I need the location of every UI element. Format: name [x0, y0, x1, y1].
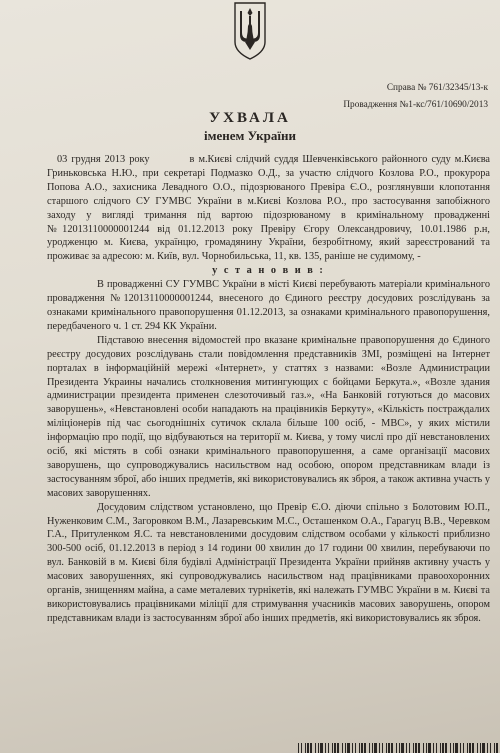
barcode-bar — [413, 743, 414, 753]
barcode-bar — [423, 743, 424, 753]
barcode-bar — [445, 743, 447, 753]
barcode-bar — [332, 743, 333, 753]
body-paragraph: В провадженні СУ ГУМВС України в місті Києві перебувають матеріали кримінального провадження №12013110000001244, внесеного до Єдиного реєстру досудових розслідувань за ознаками кримінального правопорушення 01.12.2013, за ознаками кримінального правопорушення, передбаченого ч. 1 ст. 294 КК України. — [47, 279, 490, 332]
barcode-bar — [347, 743, 350, 753]
document-body — [47, 153, 490, 626]
body-paragraph: Досудовим слідством установлено, що Превір Є.О. діючи спільно з Болотовим Ю.П., Нуженковим С.М., Загоровком В.М., Лазаревським М.С., Осташенком О.А., Гарагуц В.В., Черевком Г.А., Притуленком Я.С. та невстановленими досудовим слідством особами у кількості приблизно 300-500 осіб, 01.12.2013 в період з 14 години 00 хвилин до 17 години 00 хвилин, перебуваючи по вул. Банковій в м. Києві біля будівлі Адміністрації Президента України прийняв активну участь у масових заворушеннях, які супроводжувались насильством над працівниками правоохоронних органів, знищенням майна, а саме металевих турнікетів, які належать ГУМВС України в м. Києві та використовувались працівниками міліції для стримування учасників масових заворушень, опором представникам влади із застосуванням зброї або інших предметів, які використовувались як зброя. — [47, 501, 490, 624]
barcode-bar — [401, 743, 404, 753]
barcode-bar — [334, 743, 336, 753]
barcode-bar — [455, 743, 458, 753]
case-numbers — [343, 80, 488, 114]
barcode-bar — [467, 743, 468, 753]
barcode-bar — [325, 743, 326, 753]
barcode-bar — [494, 743, 495, 753]
barcode-bar — [320, 743, 323, 753]
barcode-bar — [415, 743, 417, 753]
barcode-bar — [305, 743, 306, 753]
barcode-bar — [315, 743, 316, 753]
barcode-bar — [487, 743, 488, 753]
document-date: 03 грудня 2013 року — [57, 154, 150, 165]
barcode-bar — [469, 743, 471, 753]
barcode-bar — [391, 743, 393, 753]
barcode-bar — [369, 743, 370, 753]
barcode-bar — [352, 743, 353, 753]
established-heading: у с т а н о в и в : — [212, 265, 325, 277]
barcode-bar — [364, 743, 366, 753]
barcode-bar — [406, 743, 407, 753]
barcode-bar — [372, 743, 373, 753]
barcode-bar — [396, 743, 397, 753]
intro-text: в м.Києві слідчий суддя Шевченківського районного суду м.Києва Гриньковська Н.Ю., при секретарі Подмазко О.Д., за участю слідчого Козлова Р.О., прокурора Попова А.О., захисника Левадного О.О., підозрюваного Превіра Є.О., розглянувши клопотання старшого слідчого СУ ГУМВС України в м.Києві Козлова Р.О., про застосування запобіжного заходу у вигляді тримання під вартою підозрюваному в кримінальному провадженні №12013110000001244 від 01.12.2013 року Превіру Єгору Олександровичу, 10.01.1986 р.н, уродженцю м. Києва, українцю, громадянину України, безробітному, який зареєстрований та проживає за адресою: м. Київ, вул. Чорнобильська, 11, кв. 135, раніше не судимому, - — [47, 154, 490, 263]
barcode-bar — [345, 743, 346, 753]
barcode-bar — [310, 743, 312, 753]
barcode-bar — [463, 743, 464, 753]
barcode-bar — [460, 743, 461, 753]
barcode-bar — [342, 743, 343, 753]
barcode-bar — [298, 743, 299, 753]
barcode-bar — [337, 743, 339, 753]
intro-paragraph — [47, 153, 490, 264]
barcode-bar — [418, 743, 420, 753]
barcode-bar — [399, 743, 400, 753]
body-paragraph: Підставою внесення відомостей про вказане кримінальне правопорушення до Єдиного реєстру досудових розслідувань стали повідомлення представників ЗМІ, розміщені на Інтернет порталах в інформаційній мережі «Інтернет», у статтях з назвами: «Возле Администрации Президента Украины начались столкновения митингующих с бойцами Беркута.», «Возле здания администрации президента применен слезоточивый газ.», «На Банковій готуються до масових заворушень», «Невстановлені особи нападають на працівників Беркуту», «Кількість постраждалих міліціонерів під час сьогоднішніх сутичок склала більше 100 осіб, - МВС», у яких містили інформацію про події, що відбуваються на території м. Києва, у тому числі про дії невстановлених осіб, які містять в собі ознаки кримінального правопорушення, а саме організації масових заворушень, що супроводжувались насильством над особою, опором представникам влади із застосуванням зброї, або інших предметів, які використовувались як зброя, а також активна участь у масових заворушеннях. — [47, 334, 490, 499]
document-title: УХВАЛА — [209, 110, 291, 126]
barcode-bar — [374, 743, 377, 753]
barcode-bar — [388, 743, 390, 753]
barcode-bar — [480, 743, 481, 753]
barcode-bar — [472, 743, 474, 753]
barcode-bar — [409, 743, 410, 753]
barcode-bar — [433, 743, 434, 753]
barcode-bar — [382, 743, 383, 753]
barcode-bar — [490, 743, 491, 753]
barcode-bar — [355, 743, 356, 753]
barcode-bar — [307, 743, 309, 753]
barcode-bar — [450, 743, 451, 753]
case-number: Справа № 761/32345/13-к — [386, 83, 488, 93]
barcode-bar — [428, 743, 431, 753]
barcode-bar — [386, 743, 387, 753]
barcode-bar — [436, 743, 437, 753]
barcode-bar — [361, 743, 363, 753]
document-subtitle: іменем України — [204, 128, 296, 143]
barcode-bar — [496, 743, 498, 753]
barcode-bar — [379, 743, 380, 753]
barcode-bar — [426, 743, 427, 753]
barcode-bar — [359, 743, 360, 753]
barcode — [298, 743, 500, 753]
barcode-bar — [442, 743, 444, 753]
trident-emblem-icon — [234, 2, 266, 60]
barcode-bar — [482, 743, 485, 753]
barcode-bar — [301, 743, 302, 753]
barcode-bar — [440, 743, 441, 753]
barcode-bar — [477, 743, 478, 753]
barcode-bar — [328, 743, 329, 753]
proceeding-number: Провадження №1-кс/761/10690/2013 — [343, 100, 488, 110]
barcode-bar — [453, 743, 454, 753]
barcode-bar — [318, 743, 319, 753]
